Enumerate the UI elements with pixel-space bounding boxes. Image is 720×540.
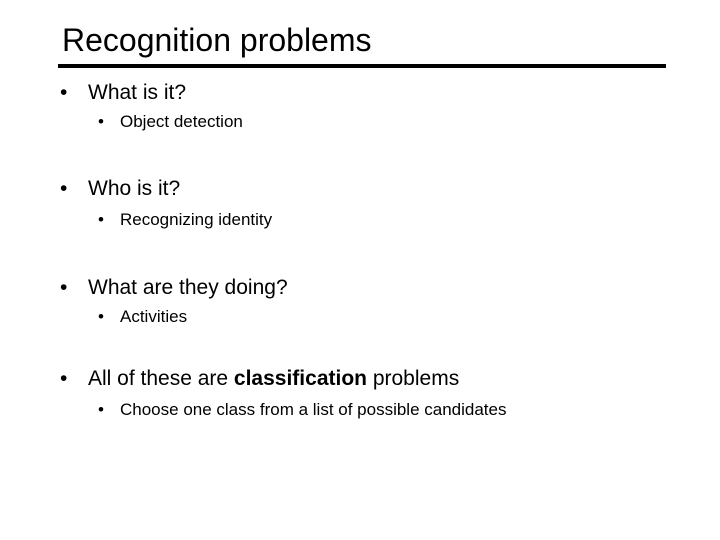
bullet-marker: • <box>60 367 68 390</box>
bullet-marker: • <box>98 307 104 326</box>
bullet-text: What is it? <box>88 81 187 104</box>
bullet-text: Who is it? <box>88 177 181 200</box>
bullet-marker: • <box>60 276 68 299</box>
bullet-item-classification <box>60 366 459 392</box>
bullet-marker: • <box>98 400 104 419</box>
slide-title: Recognition problems <box>62 22 372 58</box>
bullet-marker: • <box>98 210 104 229</box>
bullet-item-who-is-it <box>60 176 180 202</box>
bullet-marker: • <box>60 81 68 104</box>
sub-bullet-text: Object detection <box>120 112 243 131</box>
bullet-text: What are they doing? <box>88 276 288 299</box>
bullet-marker: • <box>98 112 104 131</box>
sub-bullet-text: Activities <box>120 307 188 326</box>
bullet-text-suffix: problems <box>366 367 460 390</box>
bullet-text-prefix: All of these are <box>88 367 234 390</box>
sub-bullet-text: Recognizing identity <box>120 210 273 229</box>
bullet-item-what-is-it <box>60 80 186 106</box>
title-underline <box>58 64 666 68</box>
sub-bullet-activities <box>98 306 187 328</box>
bullet-marker: • <box>60 177 68 200</box>
sub-bullet-choose-one-class <box>98 399 506 421</box>
sub-bullet-recognizing-identity <box>98 209 272 231</box>
bullet-item-what-are-they-doing <box>60 275 288 301</box>
bullet-text-emphasis: classification <box>233 367 367 390</box>
sub-bullet-text: Choose one class from a list of possible candidates <box>120 400 507 419</box>
sub-bullet-object-detection <box>98 111 243 133</box>
